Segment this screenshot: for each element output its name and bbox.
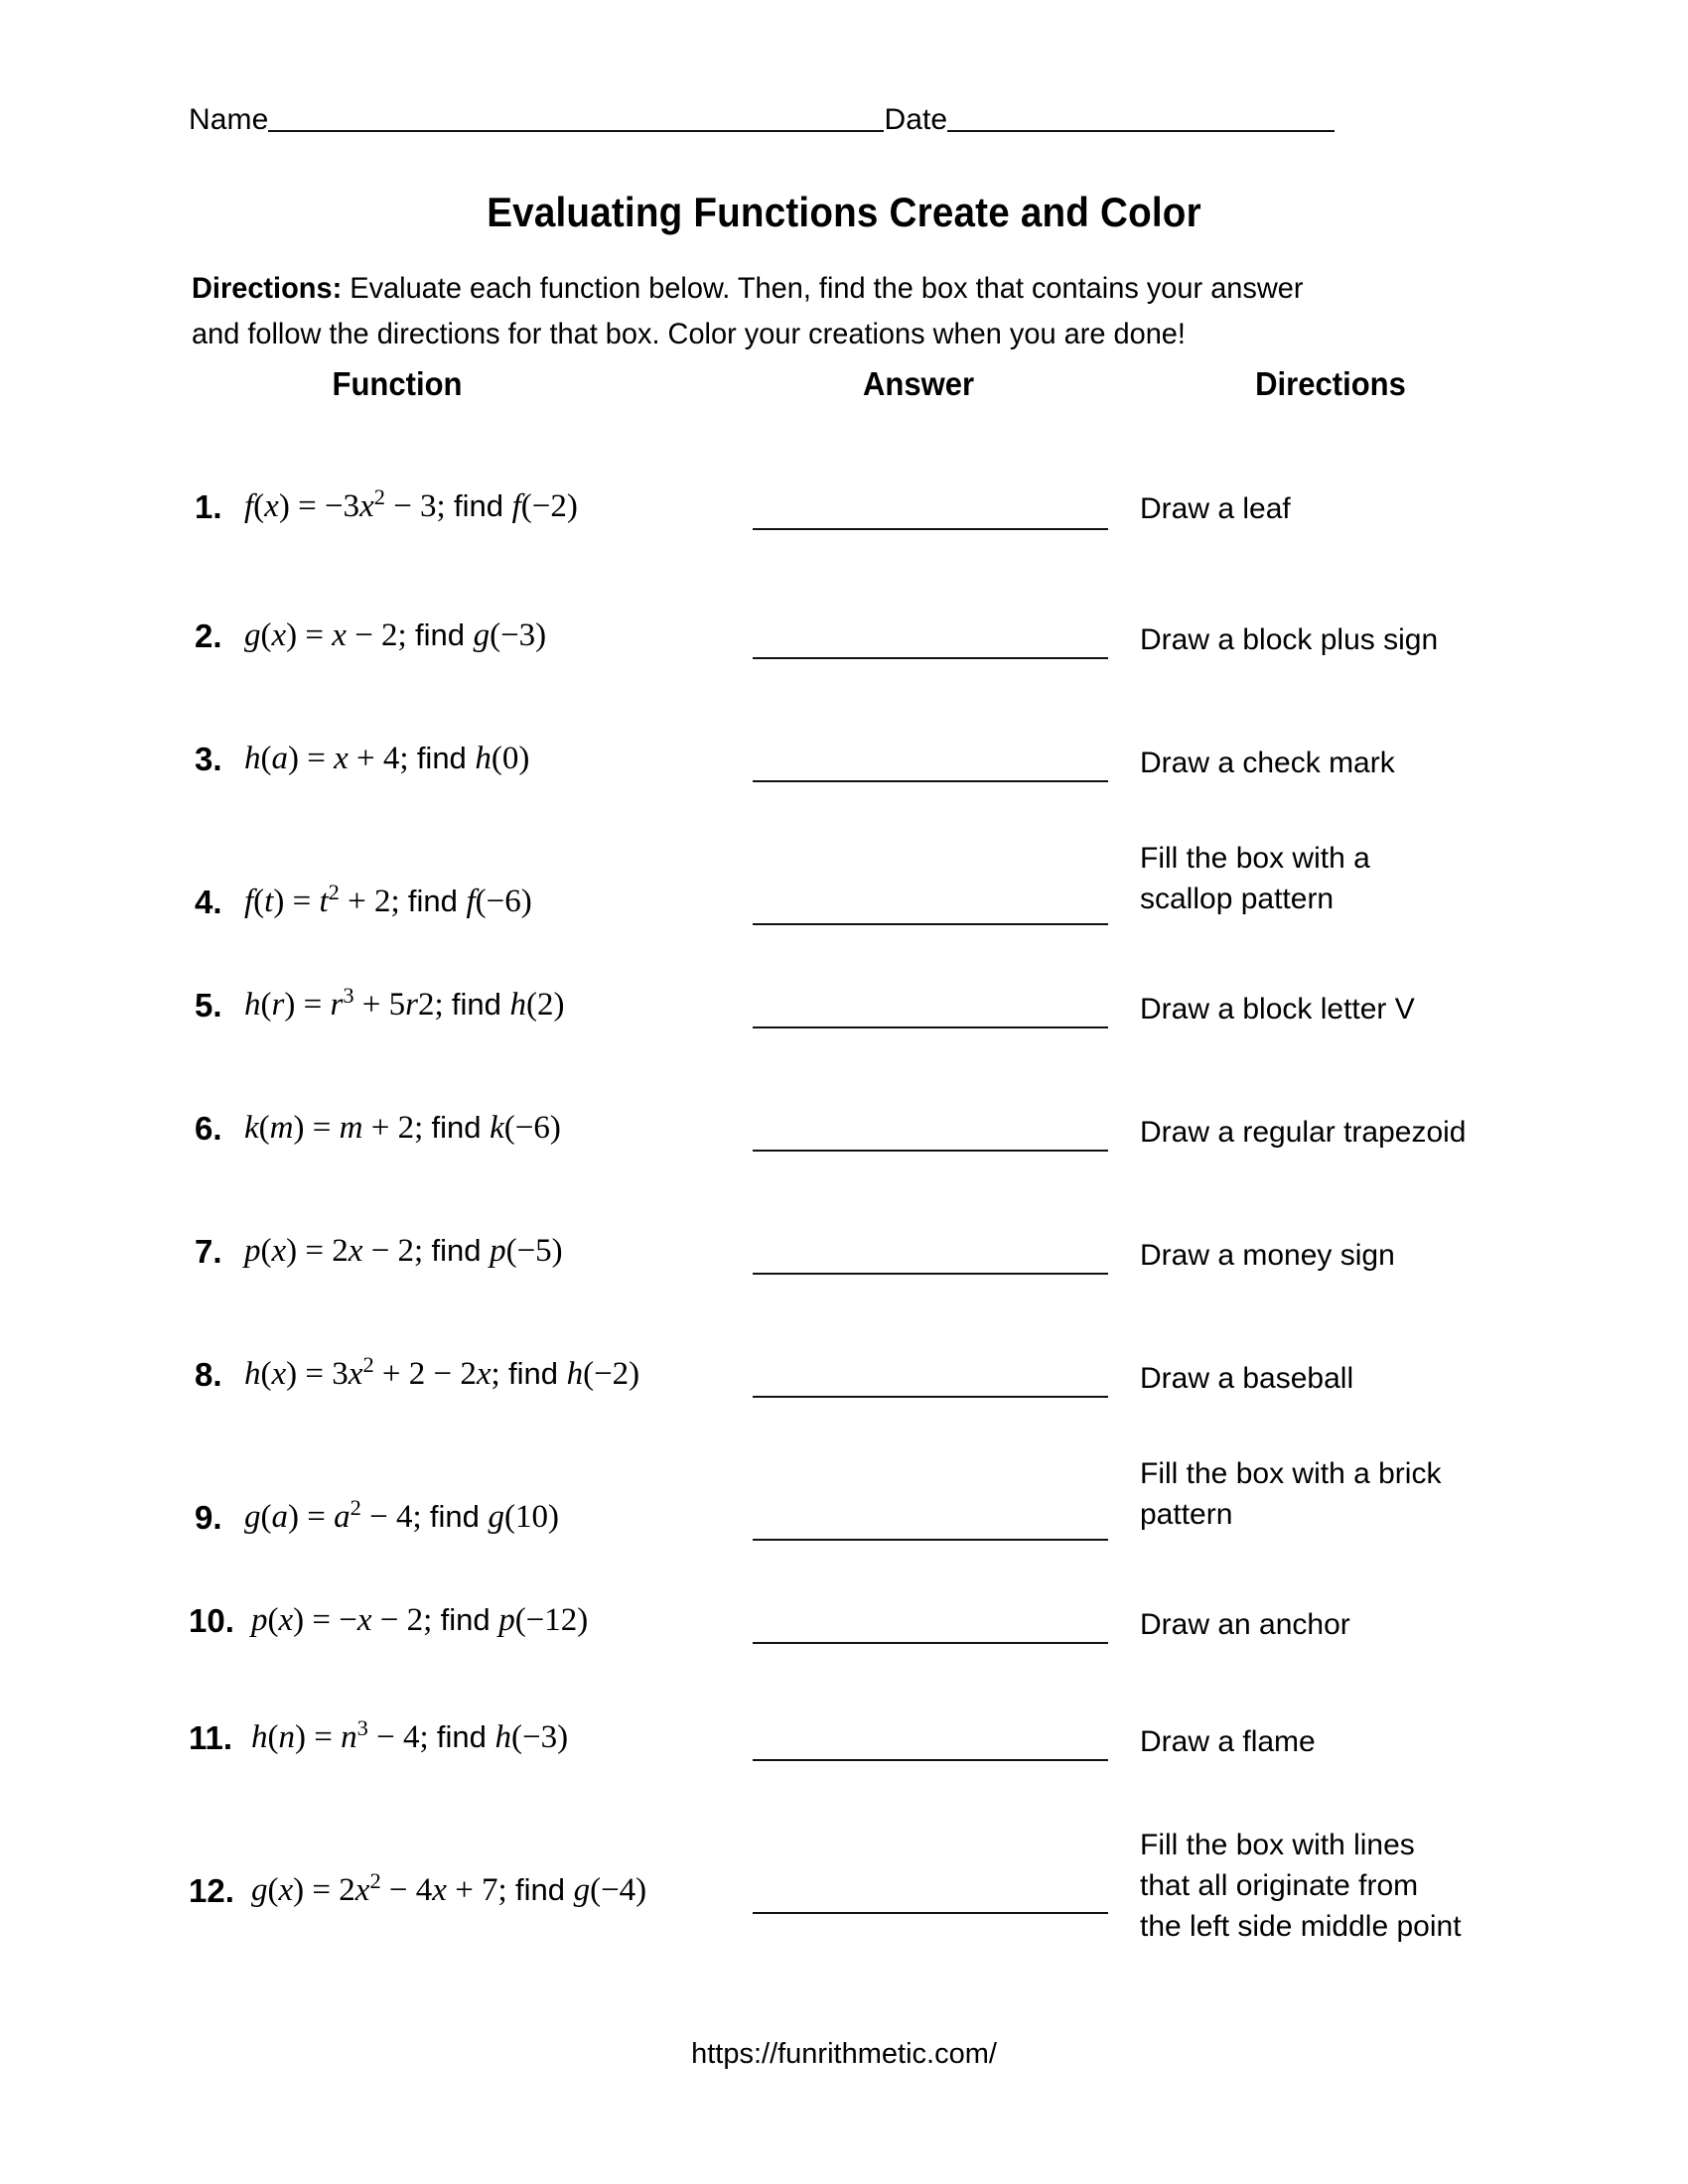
problem-row <box>0 1707 1688 1815</box>
problem-number: 12. <box>189 1872 234 1909</box>
problem-function: p(x) = 2x − 2; find p(−5) <box>244 1233 563 1269</box>
directions-label: Directions: <box>192 272 343 305</box>
problem-direction: Draw a block plus sign <box>1140 623 1439 656</box>
answer-blank[interactable] <box>753 780 1108 782</box>
problem-direction: Draw a leaf <box>1140 492 1291 525</box>
directions-text: Evaluate each function below. Then, find the box that contains your answer and follow the directions for that box. Color your creations when you are done! <box>192 272 1304 350</box>
problem-number: 9. <box>195 1499 222 1536</box>
answer-blank[interactable] <box>753 1642 1108 1644</box>
column-header-answer: Answer <box>862 365 975 402</box>
answer-blank[interactable] <box>753 528 1108 530</box>
name-date-header <box>189 91 1470 135</box>
problem-direction: Draw an anchor <box>1140 1608 1350 1641</box>
date-label: Date <box>884 103 948 136</box>
problem-function: $g(a) = a^2 - 4$; find g(10) <box>244 1495 559 1535</box>
problem-number: 1. <box>195 488 222 525</box>
answer-blank[interactable] <box>753 1273 1108 1275</box>
problem-number: 4. <box>195 884 222 920</box>
problem-function: $g(x) = 2x^2 - 4x + 7$; find g(−4) <box>251 1868 647 1908</box>
answer-blank[interactable] <box>753 1539 1108 1541</box>
problem-number: 5. <box>195 987 222 1024</box>
problem-row <box>0 600 1688 723</box>
problem-number: 3. <box>195 741 222 777</box>
problem-row <box>0 477 1688 600</box>
answer-blank[interactable] <box>753 1912 1108 1914</box>
problem-row <box>0 723 1688 846</box>
page-title: Evaluating Functions Create and Color <box>487 189 1201 235</box>
answer-blank[interactable] <box>753 1150 1108 1152</box>
problem-number: 2. <box>195 617 222 654</box>
problem-function: $f(t) = t^2 + 2$; find f(−6) <box>244 880 532 919</box>
column-header-directions: Directions <box>1255 365 1406 402</box>
column-headers <box>0 365 1688 415</box>
answer-blank[interactable] <box>753 923 1108 925</box>
answer-blank[interactable] <box>753 657 1108 659</box>
directions-paragraph <box>192 266 1351 357</box>
problem-function: $h(n) = n^3 - 4$; find h(−3) <box>251 1715 569 1755</box>
footer-url: https://funrithmetic.com/ <box>691 2038 997 2070</box>
problem-function: g(x) = x − 2; find g(−3) <box>244 617 547 653</box>
answer-blank[interactable] <box>753 1759 1108 1761</box>
answer-blank[interactable] <box>753 1026 1108 1028</box>
problem-function: k(m) = m + 2; find k(−6) <box>244 1110 561 1146</box>
problem-row <box>0 1338 1688 1461</box>
problem-row <box>0 1457 1688 1584</box>
problem-function: $h(r) = r^3 + 5r2$; find h(2) <box>244 983 565 1023</box>
problem-number: 8. <box>195 1356 222 1393</box>
problem-row <box>0 842 1688 969</box>
problem-number: 10. <box>189 1602 234 1639</box>
problem-direction: Draw a check mark <box>1140 747 1395 779</box>
problem-direction: Fill the box with a brick pattern <box>1140 1457 1442 1531</box>
column-header-function: Function <box>332 365 463 402</box>
problem-direction: Draw a flame <box>1140 1725 1316 1758</box>
problem-function: h(a) = x + 4; find h(0) <box>244 741 530 776</box>
problem-direction: Fill the box with a scallop pattern <box>1140 842 1370 915</box>
problem-direction: Fill the box with lines that all originate from the left side middle point <box>1140 1829 1462 1943</box>
problem-row <box>0 1815 1688 1954</box>
problem-number: 7. <box>195 1233 222 1270</box>
problem-row <box>0 969 1688 1092</box>
problem-row <box>0 1584 1688 1707</box>
problem-function: $h(x) = 3x^2 + 2 - 2x$; find h(−2) <box>244 1352 640 1392</box>
problem-number: 6. <box>195 1110 222 1147</box>
problem-row <box>0 1092 1688 1215</box>
problem-direction: Draw a block letter V <box>1140 993 1415 1025</box>
problem-direction: Draw a regular trapezoid <box>1140 1116 1467 1149</box>
answer-blank[interactable] <box>753 1396 1108 1398</box>
problem-function: p(x) = −x − 2; find p(−12) <box>251 1602 589 1638</box>
problem-direction: Draw a baseball <box>1140 1362 1354 1395</box>
problem-function: $f(x) = -3x^2 - 3$; find f(−2) <box>244 484 578 524</box>
name-label: Name <box>189 103 269 136</box>
problem-row <box>0 1215 1688 1338</box>
date-write-in-rule[interactable] <box>947 130 1335 132</box>
name-write-in-rule[interactable] <box>268 130 884 132</box>
problem-list <box>0 477 1688 1954</box>
problem-number: 11. <box>189 1719 233 1756</box>
problem-direction: Draw a money sign <box>1140 1239 1395 1272</box>
